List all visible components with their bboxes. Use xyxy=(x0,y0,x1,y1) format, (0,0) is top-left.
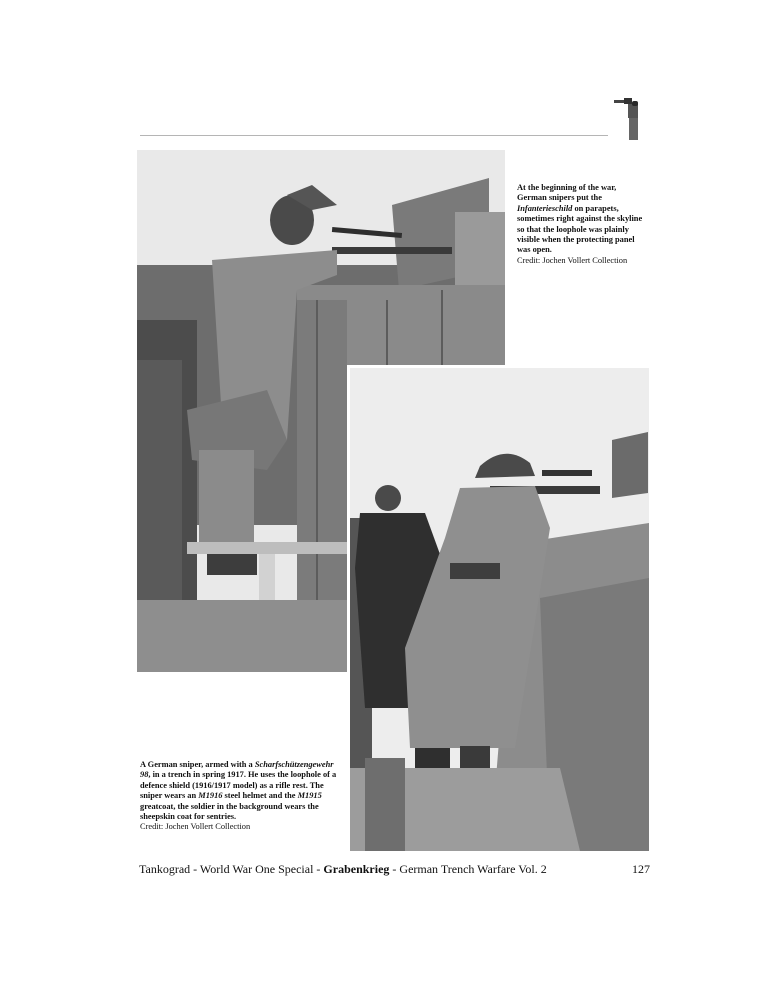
caption-bottom-text-4: greatcoat, the soldier in the background wears the sheepskin coat for sentries. xyxy=(140,801,319,822)
caption-bottom-text-1: A German sniper, armed with a xyxy=(140,760,255,769)
caption-top-italic-1: Infanterieschild xyxy=(517,203,573,213)
footer-prefix: Tankograd - World War One Special - xyxy=(139,862,324,876)
caption-bottom-italic-3: M1915 xyxy=(297,791,322,801)
caption-bottom-italic-1: Scharfschützengewehr 98 xyxy=(140,760,334,780)
running-footer xyxy=(139,862,547,877)
footer-series-title: Grabenkrieg xyxy=(323,862,390,876)
caption-top-text-2: on parapets, sometimes right against the skyline so that the loophole was plainly visible when the protecting panel was open. xyxy=(517,203,643,255)
caption-bottom xyxy=(140,760,340,833)
caption-top xyxy=(517,183,647,266)
caption-top-credit: Credit: Jochen Vollert Collection xyxy=(517,255,628,265)
photo-sniper-1917 xyxy=(347,365,649,851)
caption-bottom-italic-2: M1916 xyxy=(198,791,223,801)
caption-top-text-1: At the beginning of the war, German snipers put the xyxy=(517,183,617,203)
footer-suffix: - German Trench Warfare Vol. 2 xyxy=(389,862,547,876)
page-number: 127 xyxy=(632,862,650,876)
soldier-silhouette-icon xyxy=(614,98,644,140)
header-rule xyxy=(140,135,608,136)
caption-bottom-text-2: , in a trench in spring 1917. He uses the loophole of a defence shield (1916/1917 model) as a rifle rest. The sniper wears an xyxy=(140,770,337,801)
caption-bottom-credit: Credit: Jochen Vollert Collection xyxy=(140,822,251,832)
caption-bottom-text-3: steel helmet and the xyxy=(222,791,298,801)
